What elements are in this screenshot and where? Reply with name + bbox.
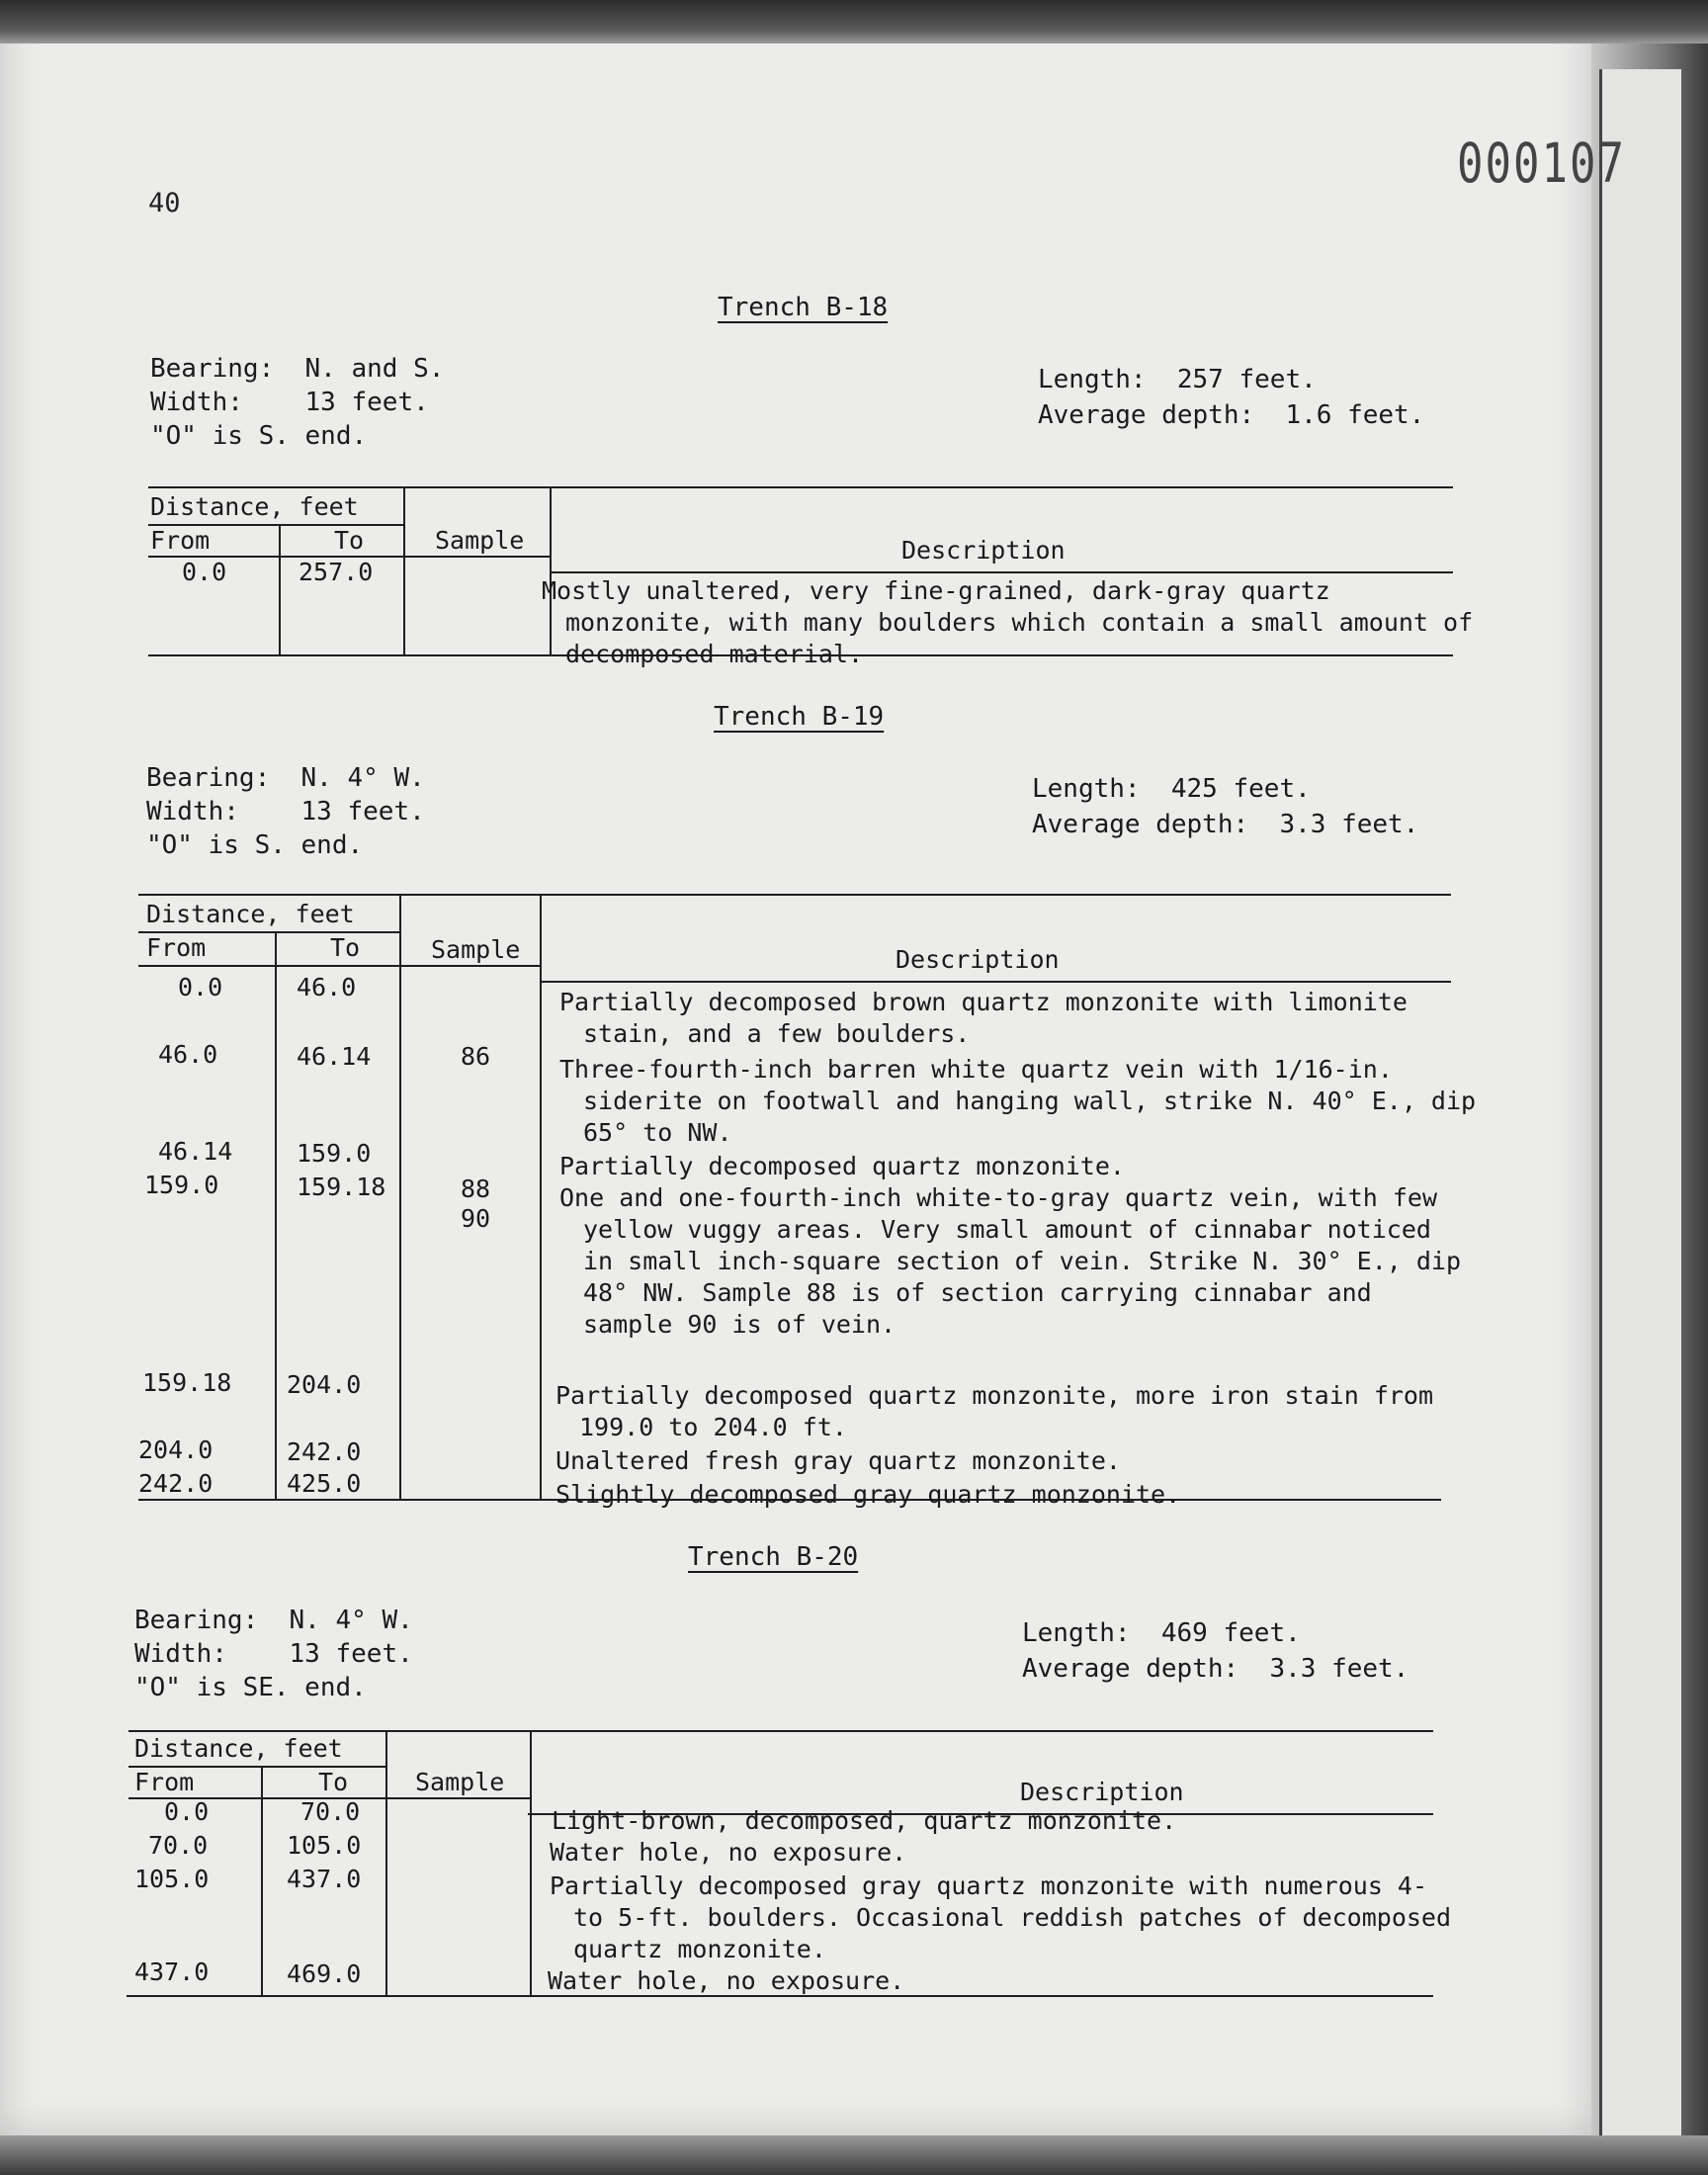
from-header: From [134, 1768, 195, 1796]
row-to: 105.0 [287, 1831, 362, 1860]
row-from: 0.0 [164, 1797, 210, 1826]
trench-length: Length: 425 feet. [1032, 774, 1311, 804]
page-number: 40 [148, 188, 181, 218]
sample-header: Sample [415, 1768, 505, 1796]
row-to: 159.0 [297, 1139, 372, 1168]
row-to: 425.0 [287, 1469, 362, 1498]
description-header: Description [901, 536, 1066, 565]
row-to: 46.0 [297, 973, 357, 1001]
row-to: 70.0 [300, 1797, 361, 1826]
row-from: 159.0 [144, 1171, 219, 1199]
adjacent-page-strip [1599, 69, 1681, 2155]
row-sample: 88 90 [461, 1174, 491, 1233]
row-description: Partially decomposed quartz monzonite. [559, 1152, 1125, 1180]
trench-origin: "O" is S. end. [150, 421, 368, 451]
row-from: 242.0 [138, 1469, 214, 1498]
scan-top-edge [0, 0, 1708, 44]
trench-width: Width: 13 feet. [150, 388, 429, 417]
row-description: Three-fourth-inch barren white quartz vein with 1/16-in. siderite on footwall and hanging wall, strike N. 40° E., dip 65° to NW. [559, 1055, 1477, 1147]
row-to: 159.18 [297, 1173, 386, 1201]
row-description: One and one-fourth-inch white-to-gray quartz vein, with few yellow vuggy areas. Very small amount of cinnabar noticed in small inch-square section of vein. Strike N. 30° E., dip 48° NW. Sample 88 is of section carrying cinnabar and sample 90 is of vein. [559, 1183, 1462, 1339]
row-sample: 86 [461, 1042, 491, 1071]
trench-width: Width: 13 feet. [146, 797, 425, 826]
row-from: 159.18 [142, 1368, 232, 1397]
row-from: 105.0 [134, 1865, 210, 1893]
scan-bottom-edge [0, 2135, 1708, 2175]
row-description: Light-brown, decomposed, quartz monzonite. [552, 1806, 1177, 1835]
distance-header: Distance, feet [134, 1734, 343, 1763]
row-description: Partially decomposed quartz monzonite, more iron stain from 199.0 to 204.0 ft. [555, 1381, 1434, 1441]
trench-bearing: Bearing: N. 4° W. [134, 1606, 413, 1635]
trench-bearing: Bearing: N. and S. [150, 354, 445, 384]
trench-average-depth: Average depth: 3.3 feet. [1022, 1654, 1409, 1684]
row-from: 0.0 [178, 973, 223, 1001]
trench-width: Width: 13 feet. [134, 1639, 413, 1669]
section-title: Trench B-19 [714, 702, 885, 732]
from-header: From [146, 933, 207, 962]
row-description: Slightly decomposed gray quartz monzonite. [555, 1480, 1181, 1509]
section-title: Trench B-18 [718, 293, 889, 322]
row-from: 46.14 [158, 1137, 233, 1166]
row-from: 70.0 [148, 1831, 209, 1860]
row-description: Mostly unaltered, very fine-grained, dark-gray quartz monzonite, with many boulders which contain a small amount of decomposed material. [542, 576, 1474, 668]
trench-average-depth: Average depth: 1.6 feet. [1038, 400, 1425, 430]
sample-header: Sample [435, 526, 525, 555]
row-to: 437.0 [287, 1865, 362, 1893]
to-header: To [334, 526, 365, 555]
to-header: To [330, 933, 361, 962]
row-to: 469.0 [287, 1959, 362, 1988]
row-from: 204.0 [138, 1436, 214, 1464]
distance-header: Distance, feet [150, 492, 359, 521]
row-to: 46.14 [297, 1042, 372, 1071]
sample-header: Sample [431, 935, 521, 964]
description-header: Description [896, 945, 1060, 974]
section-title: Trench B-20 [688, 1542, 859, 1572]
trench-origin: "O" is SE. end. [134, 1673, 367, 1702]
row-to: 242.0 [287, 1437, 362, 1466]
row-from: 437.0 [134, 1958, 210, 1986]
document-id: 000107 [1457, 132, 1626, 196]
trench-length: Length: 469 feet. [1022, 1618, 1301, 1648]
row-description: Unaltered fresh gray quartz monzonite. [555, 1446, 1121, 1475]
row-to: 257.0 [299, 558, 374, 586]
trench-origin: "O" is S. end. [146, 830, 364, 860]
row-description: Water hole, no exposure. [550, 1838, 907, 1867]
trench-length: Length: 257 feet. [1038, 365, 1317, 394]
row-description: Partially decomposed gray quartz monzonite with numerous 4- to 5-ft. boulders. Occasional reddish patches of decomposed quartz monzonite. [550, 1871, 1452, 1963]
row-from: 0.0 [182, 558, 227, 586]
description-header: Description [1020, 1778, 1184, 1806]
distance-header: Distance, feet [146, 900, 355, 928]
trench-average-depth: Average depth: 3.3 feet. [1032, 810, 1419, 839]
row-from: 46.0 [158, 1040, 218, 1069]
trench-bearing: Bearing: N. 4° W. [146, 763, 425, 793]
row-description: Partially decomposed brown quartz monzonite with limonite stain, and a few boulders. [559, 988, 1408, 1048]
row-to: 204.0 [287, 1370, 362, 1399]
from-header: From [150, 526, 211, 555]
to-header: To [318, 1768, 349, 1796]
row-description: Water hole, no exposure. [548, 1966, 905, 1995]
